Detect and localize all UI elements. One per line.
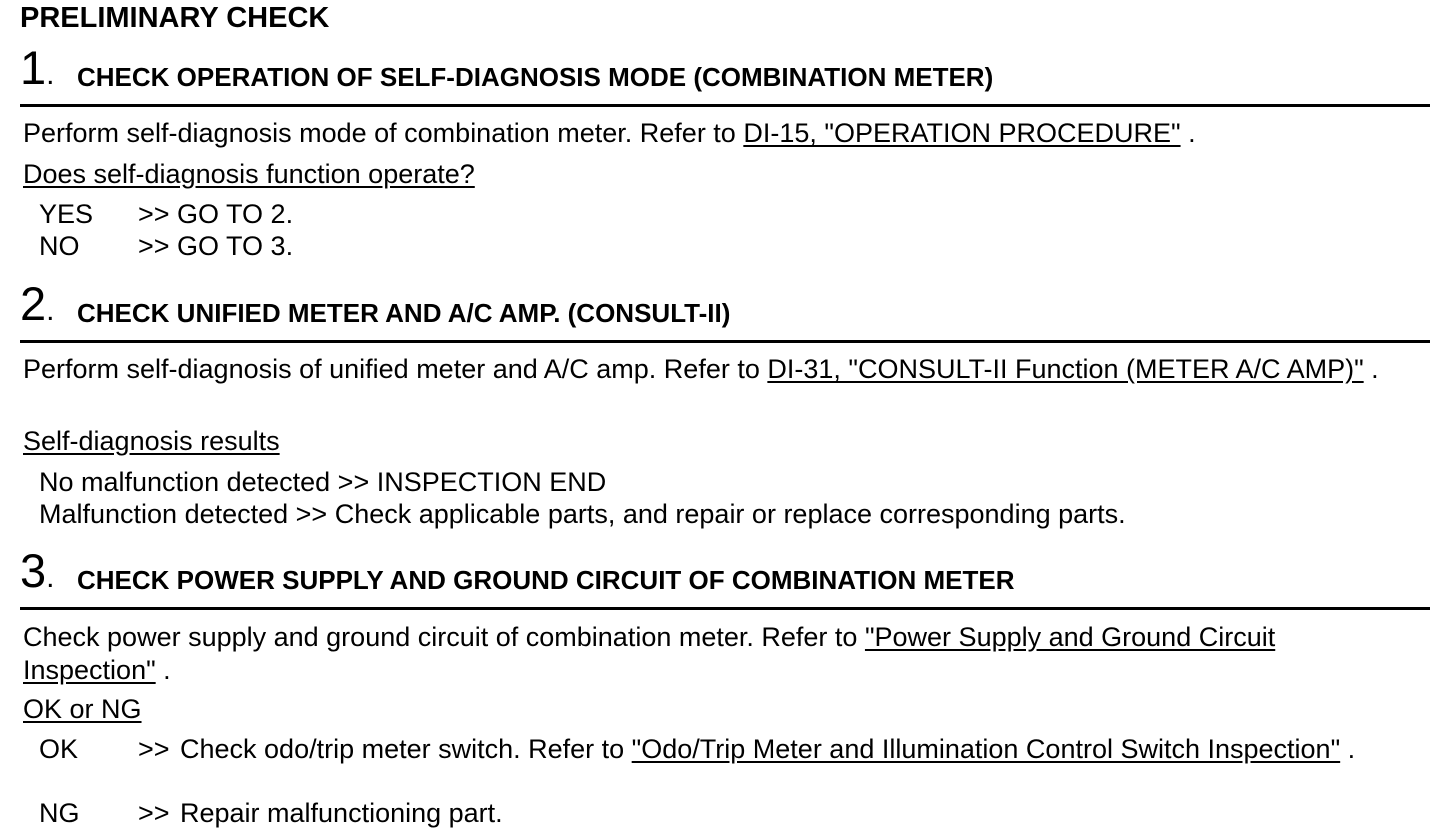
step-number: 3.: [20, 544, 55, 597]
result-arrow: >>: [138, 734, 170, 764]
step-1-question: Does self-diagnosis function operate?: [23, 159, 475, 189]
step-number: 2.: [20, 277, 55, 330]
result-action: >> GO TO 2.: [138, 199, 294, 229]
step-1-instruction: Perform self-diagnosis mode of combination meter. Refer to DI-15, "OPERATION PROCEDURE" .: [23, 118, 1196, 148]
step-heading: CHECK OPERATION OF SELF-DIAGNOSIS MODE (COMBINATION METER): [77, 62, 994, 92]
result-line: Malfunction detected >> Check applicable parts, and repair or replace corresponding parts.: [39, 499, 1126, 529]
step-2-question: Self-diagnosis results: [23, 426, 280, 456]
step-3-instruction: Check power supply and ground circuit of combination meter. Refer to "Power Supply and Ground Circuit Inspection" .: [23, 622, 1276, 685]
reference-link[interactable]: "Odo/Trip Meter and Illumination Control Switch Inspection": [631, 734, 1341, 764]
result-action: >> GO TO 3.: [138, 231, 294, 261]
step-heading: CHECK POWER SUPPLY AND GROUND CIRCUIT OF COMBINATION METER: [77, 565, 1015, 595]
result-action: Check odo/trip meter switch. Refer to "Odo/Trip Meter and Illumination Control Switch Inspection" .: [180, 734, 1356, 764]
reference-link[interactable]: "Power Supply and Ground Circuit Inspection": [23, 622, 1276, 685]
step-1-header: [20, 41, 1430, 107]
result-arrow: >>: [138, 798, 170, 828]
page-title: PRELIMINARY CHECK: [20, 2, 330, 34]
result-key: NO: [39, 231, 80, 261]
result-action: Repair malfunctioning part.: [180, 798, 503, 828]
step-2-header: [20, 277, 1430, 343]
reference-link[interactable]: DI-31, "CONSULT-II Function (METER A/C AMP)": [767, 354, 1364, 384]
step-heading: CHECK UNIFIED METER AND A/C AMP. (CONSULT-II): [77, 298, 731, 328]
result-key: NG: [39, 798, 80, 828]
step-3-header: [20, 544, 1430, 610]
step-3-question: OK or NG: [23, 694, 142, 724]
reference-link[interactable]: DI-15, "OPERATION PROCEDURE": [743, 118, 1181, 148]
result-key: OK: [39, 734, 79, 764]
step-2-instruction: Perform self-diagnosis of unified meter and A/C amp. Refer to DI-31, "CONSULT-II Function (METER A/C AMP)" .: [23, 354, 1379, 384]
step-number: 1.: [20, 41, 55, 94]
result-line: No malfunction detected >> INSPECTION END: [39, 467, 607, 497]
result-key: YES: [39, 199, 94, 229]
